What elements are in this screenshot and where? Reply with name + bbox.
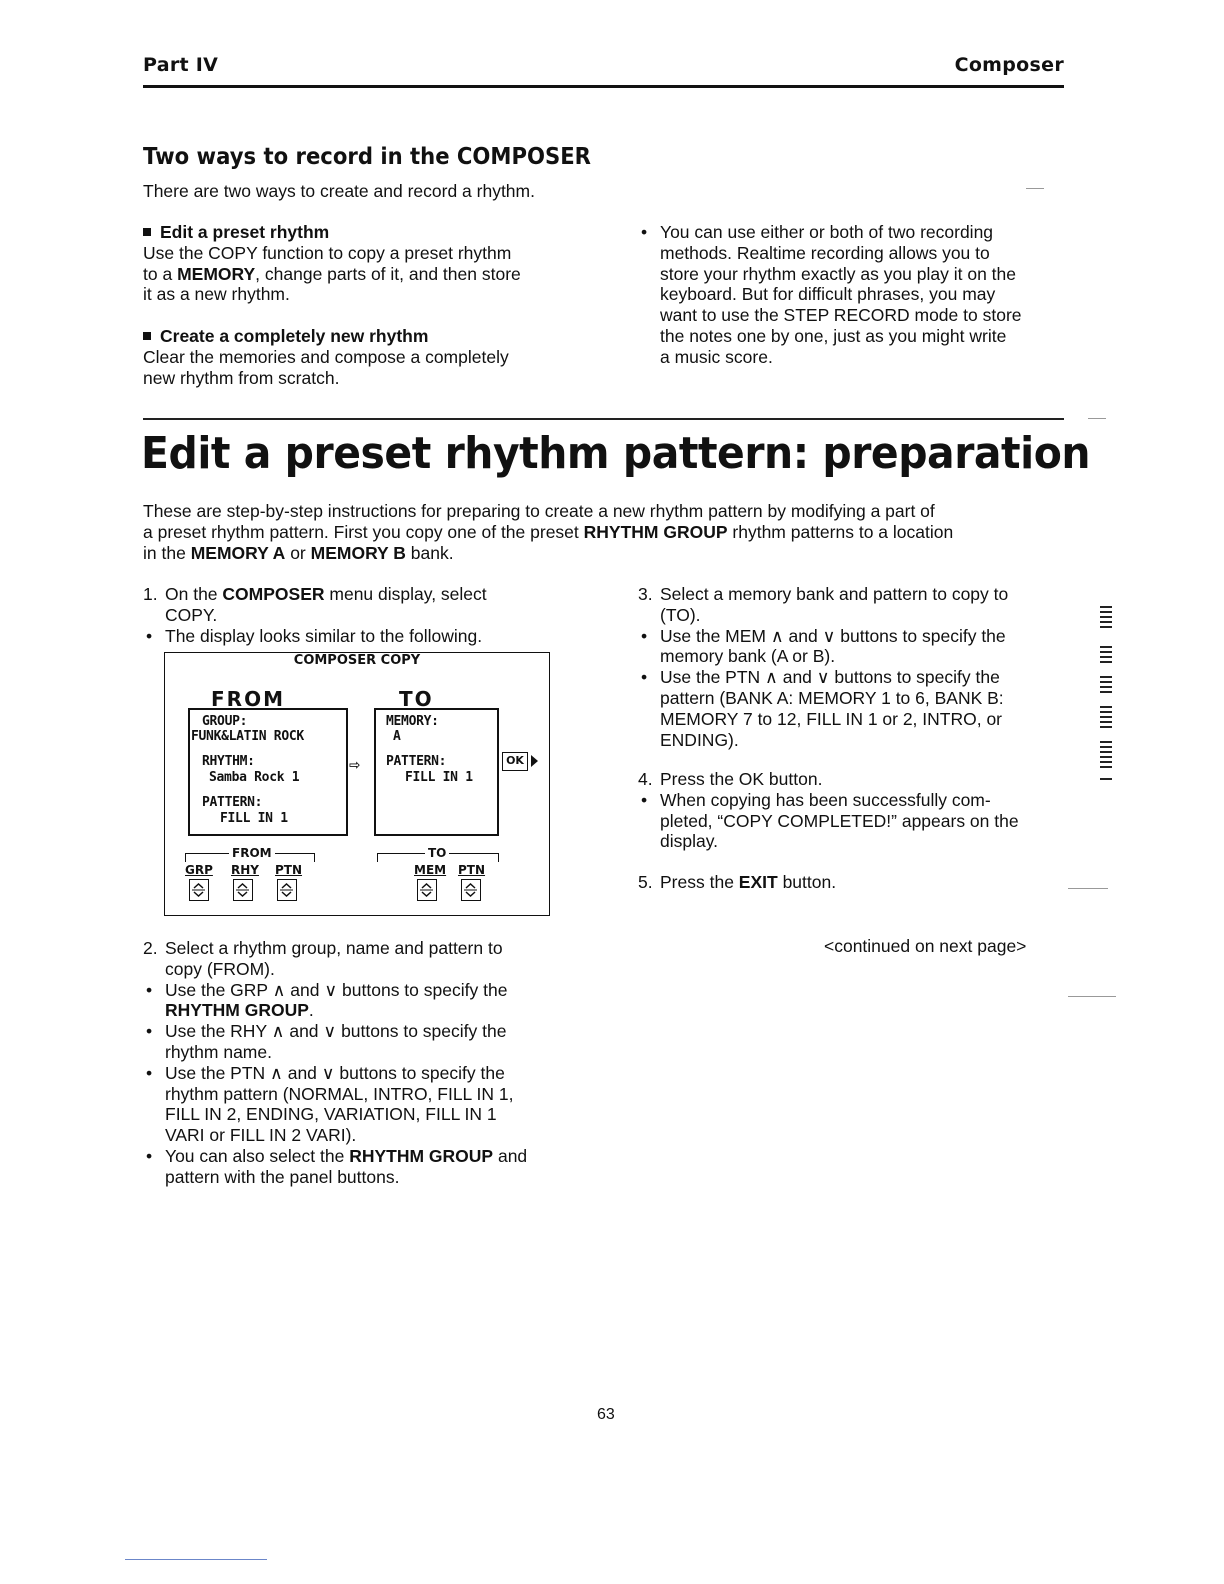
edit-preset-line: it as a new rhythm. [143,284,290,305]
section-intro: There are two ways to create and record a rhythm. [143,181,535,201]
continued-note: <continued on next page> [824,936,1027,956]
lcd-group-value: FUNK&LATIN ROCK [191,729,304,744]
up-down-arrow-icon [278,880,295,899]
up-down-arrow-icon [190,880,207,899]
create-new-line: new rhythm from scratch. [143,367,340,388]
step-5: 5. Press the EXIT button. [638,872,837,892]
edit-preset-title: Edit a preset rhythm [143,222,573,243]
header-part: Part IV [143,54,219,76]
intro-line: in the MEMORY A or MEMORY B bank. [143,542,454,563]
up-down-arrow-icon [234,880,251,899]
step-2: 2. Select a rhythm group, name and pattern to copy (FROM). • Use the GRP ∧ and ∨ buttons to specify the RHYTHM GROUP. • Use the RHY ∧ and ∨ buttons to specify the rhythm name. • Use the PTN ∧ and ∨ buttons to specify the rhythm pattern (NORMAL, INTRO, FILL IN 1, FILL IN 2, ENDING, VARIATION, FILL IN 1 VARI or FILL IN 2 VARI). • You can also select the RHYTHM GROUP and pattern with the panel buttons. [143,938,573,1188]
edit-preset-line: Use the COPY function to copy a preset rhythm [143,242,512,263]
step-number: 2. [143,938,158,958]
lcd-pattern-value: FILL IN 1 [220,811,288,826]
note-line: methods. Realtime recording allows you to [660,242,990,263]
rhy-updown-button[interactable] [233,879,253,901]
step-number: 4. [638,769,653,789]
step-number: 3. [638,584,653,604]
note-line: the notes one by one, just as you might write [660,325,1007,346]
step-2-bullet: • Use the PTN ∧ and ∨ buttons to specify the rhythm pattern (NORMAL, INTRO, FILL IN 1, FILL IN 2, ENDING, VARIATION, FILL IN 1 VARI or FILL IN 2 VARI). [143,1063,573,1146]
intro-line: a preset rhythm pattern. First you copy one of the preset RHYTHM GROUP rhythm patterns to a location [143,521,954,542]
step-number: 1. [143,584,158,604]
lcd-display [164,652,550,916]
step-2-bullet: • Use the GRP ∧ and ∨ buttons to specify the RHYTHM GROUP. [143,980,573,1022]
up-down-arrow-icon [418,880,435,899]
step-number: 5. [638,872,653,892]
lcd-ptn-label: PTN [275,863,303,877]
lcd-to-bracket-label: TO [425,846,449,860]
intro-line: These are step-by-step instructions for preparing to create a new rhythm pattern by modifying a part of [143,501,935,521]
lcd-from-heading: FROM [211,687,285,711]
lcd-pattern-label: PATTERN: [202,795,263,810]
step-2-bullet: • You can also select the RHYTHM GROUP and pattern with the panel buttons. [143,1146,573,1188]
main-intro [143,501,1068,563]
header-rule [143,85,1064,88]
lcd-copy-arrow-icon: ⇨ [349,754,360,775]
scan-speck [1068,996,1116,997]
lcd-mem-label: MEM [414,863,447,877]
mem-updown-button[interactable] [417,879,437,901]
page-number: 63 [597,1406,615,1423]
note-line: want to use the STEP RECORD mode to store [660,305,1022,326]
ptn-updown-button[interactable] [277,879,297,901]
square-bullet-icon [143,332,151,340]
lcd-rhythm-label: RHYTHM: [202,754,255,769]
create-new-title: Create a completely new rhythm [143,326,573,347]
note-line: a music score. [660,346,773,367]
scan-edge-line [125,1559,267,1560]
step-2-bullet: • Use the RHY ∧ and ∨ buttons to specify the rhythm name. [143,1021,573,1063]
lcd-rhythm-value: Samba Rock 1 [209,770,300,785]
lcd-memory-label: MEMORY: [386,714,439,729]
lcd-group-label: GROUP: [202,714,248,729]
lcd-to-pattern-value: FILL IN 1 [405,770,473,785]
step-4-bullet: • When copying has been successfully com- pleted, “COPY COMPLETED!” appears on the display. [638,790,1066,852]
page-title: Edit a preset rhythm pattern: preparation [141,428,1091,479]
create-new-line: Clear the memories and compose a completely [143,346,509,367]
lcd-to-heading: TO [399,687,434,711]
note-line: store your rhythm exactly as you play it on the [660,263,1016,284]
step-3-bullet: • Use the PTN ∧ and ∨ buttons to specify the pattern (BANK A: MEMORY 1 to 6, BANK B: MEMORY 7 to 12, FILL IN 1 or 2, INTRO, or ENDING). [638,667,1066,750]
step-4: 4. Press the OK button. • When copying has been successfully com- pleted, “COPY COMPLETED!” appears on the display. [638,769,1066,852]
step-3-bullet: • Use the MEM ∧ and ∨ buttons to specify the memory bank (A or B). [638,626,1066,668]
lcd-title: COMPOSER COPY [293,653,421,668]
ptn-to-updown-button[interactable] [461,879,481,901]
scan-speck [1026,188,1044,189]
edit-preset-block [143,222,573,305]
note-line: keyboard. But for difficult phrases, you may [660,284,996,305]
grp-updown-button[interactable] [189,879,209,901]
step-1-bullet: • The display looks similar to the following. [143,626,573,647]
header-section: Composer [954,54,1064,76]
lcd-ok-arrow-icon [531,755,538,767]
step-1: 1. On the COMPOSER menu display, select COPY. • The display looks similar to the following. [143,584,573,646]
step-3: 3. Select a memory bank and pattern to copy to (TO). • Use the MEM ∧ and ∨ buttons to specify the memory bank (A or B). • Use the PTN ∧ and ∨ buttons to specify the pattern (BANK A: MEMORY 1 to 6, BANK B: MEMORY 7 to 12, FILL IN 1 or 2, INTRO, or ENDING). [638,584,1066,750]
up-down-arrow-icon [462,880,479,899]
recording-methods-note [638,222,1088,368]
lcd-grp-label: GRP [185,863,213,877]
lcd-rhy-label: RHY [231,863,259,877]
scan-speck [1088,418,1106,419]
lcd-from-bracket-label: FROM [229,846,275,860]
square-bullet-icon [143,228,151,236]
edit-preset-line: to a MEMORY, change parts of it, and then store [143,263,521,284]
lcd-to-pattern-label: PATTERN: [386,754,447,769]
create-new-block [143,326,573,388]
lcd-memory-value: A [393,729,401,744]
section-heading: Two ways to record in the COMPOSER [143,144,591,170]
section-rule [143,418,1064,420]
note-line: • You can use either or both of two recording [660,222,994,242]
scan-speck [1068,888,1108,889]
edge-registration-marks [1100,606,1114,786]
lcd-ok-button[interactable]: OK [502,752,528,771]
lcd-ptn-to-label: PTN [458,863,486,877]
